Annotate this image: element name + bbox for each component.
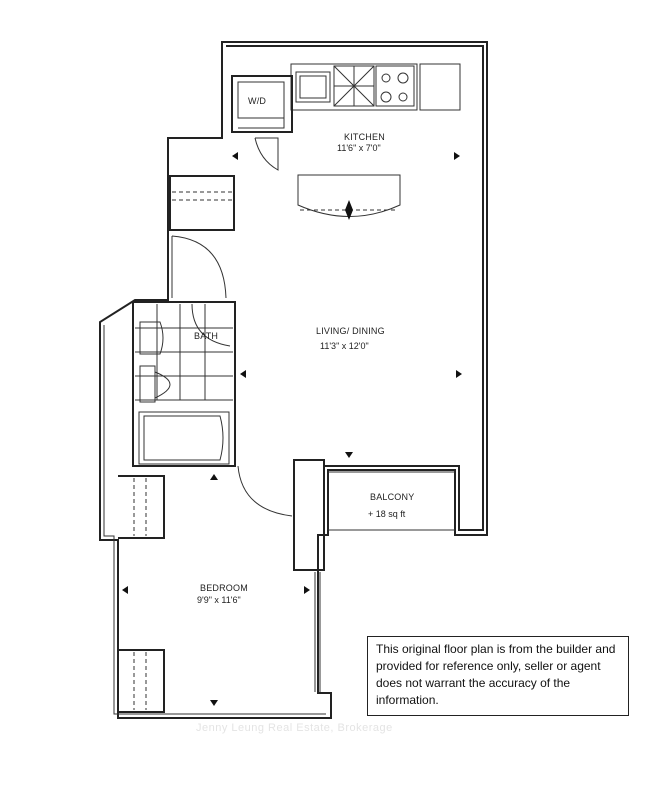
disclaimer-box: This original floor plan is from the builder and provided for reference only, seller or agent does not warrant the accuracy of the information.: [367, 636, 629, 716]
laundry-closet: [232, 76, 292, 170]
exterior-walls: [100, 42, 487, 718]
bedroom-door: [238, 466, 292, 516]
living-dining-label: LIVING/ DINING: [316, 326, 385, 336]
bedroom-closets: [118, 476, 164, 712]
bathroom: [133, 302, 235, 466]
kitchen-dimensions: 11'6" x 7'0": [337, 143, 381, 153]
bedroom-dimensions: 9'9" x 11'6": [197, 595, 241, 605]
laundry-label: W/D: [248, 96, 267, 106]
entry-door: [172, 236, 226, 298]
dimension-markers: [122, 152, 462, 706]
bath-label: BATH: [194, 331, 219, 341]
balcony-label: BALCONY: [370, 492, 415, 502]
entry-closet: [170, 176, 234, 230]
kitchen-label: KITCHEN: [344, 132, 385, 142]
watermark: Jenny Leung Real Estate, Brokerage: [196, 722, 393, 734]
living-dining-dimensions: 11'3" x 12'0": [320, 341, 369, 351]
bedroom-label: BEDROOM: [200, 583, 248, 593]
closet-partition: [294, 460, 324, 692]
balcony-area: + 18 sq ft: [368, 509, 406, 519]
kitchen-counter: [291, 64, 460, 110]
